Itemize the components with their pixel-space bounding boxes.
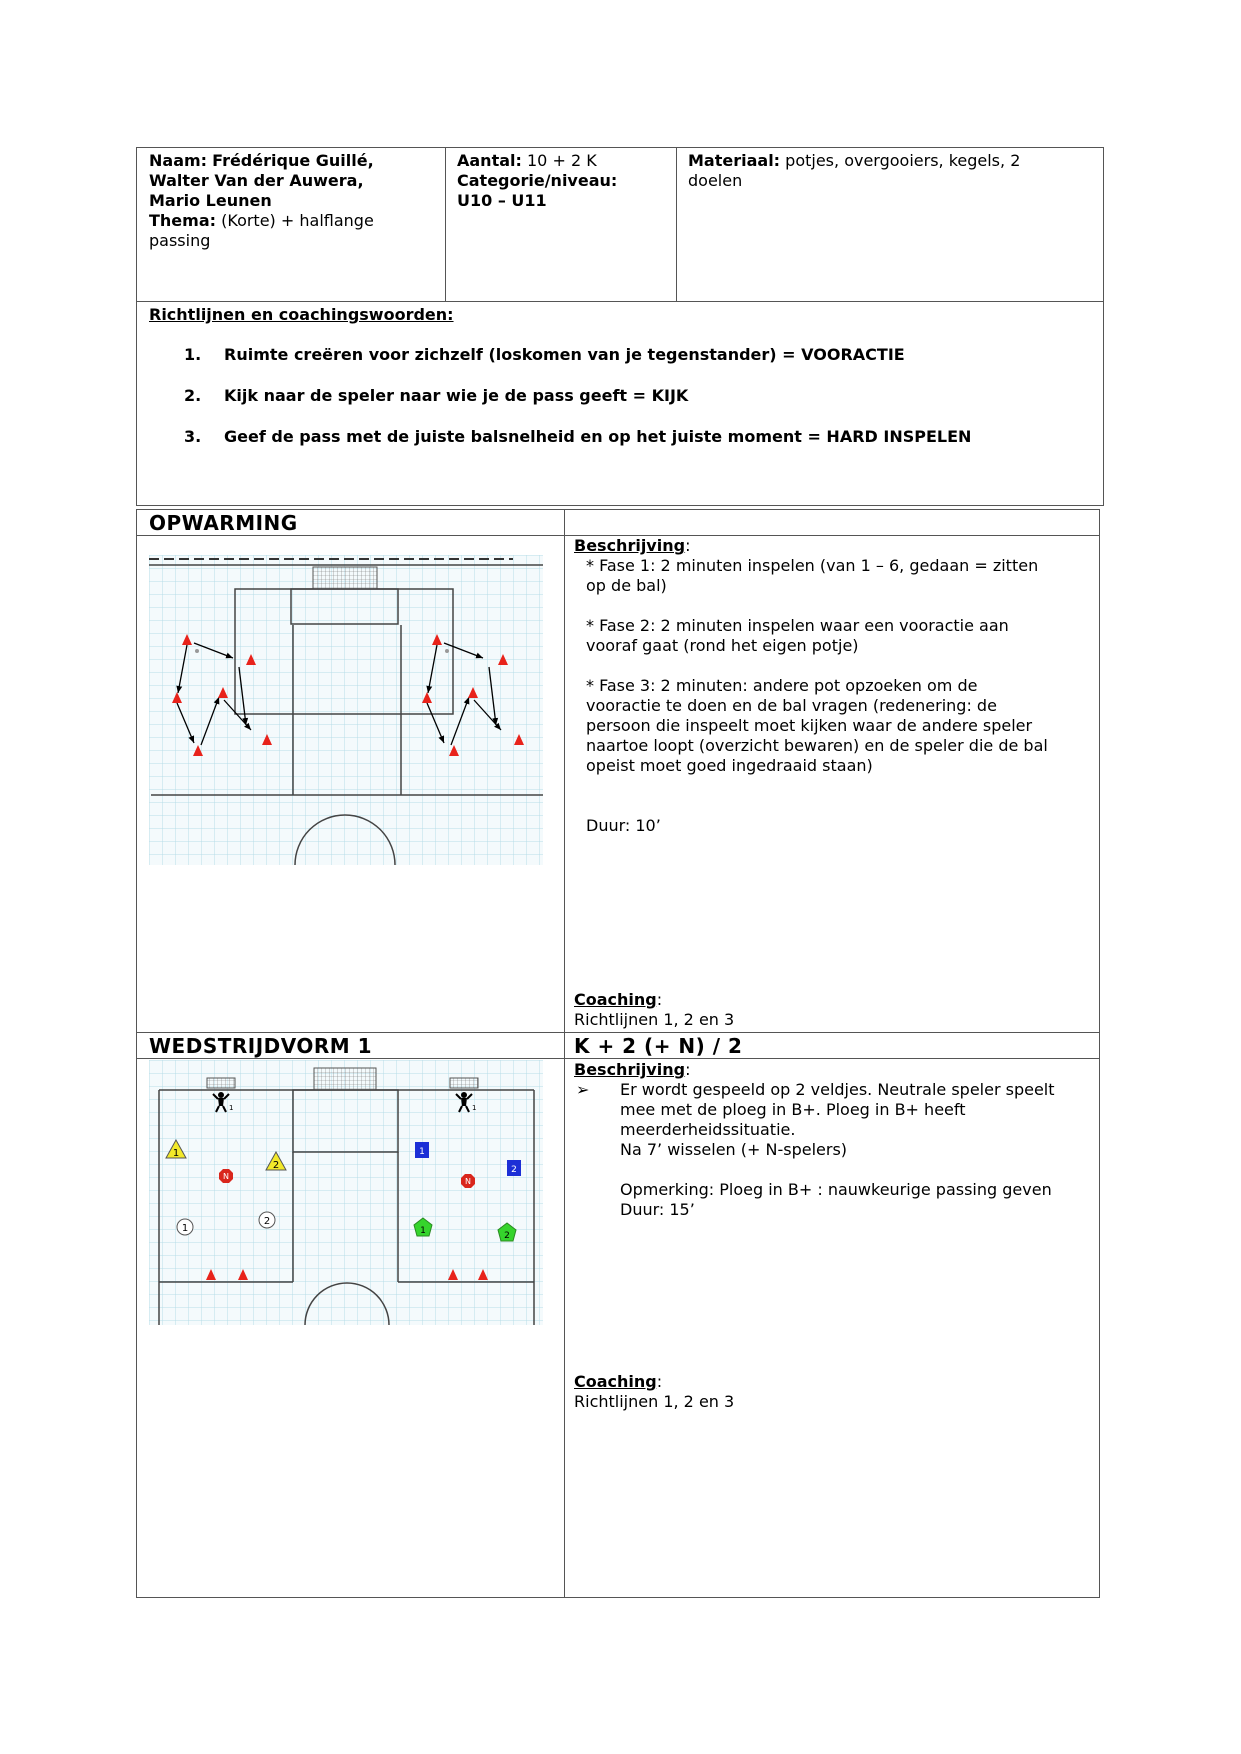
blue-square-player-icon bbox=[507, 1160, 521, 1176]
phase-2-line-1: * Fase 2: 2 minuten inspelen waar een vooractie aan bbox=[586, 616, 1009, 635]
divider bbox=[136, 301, 1104, 302]
bullet-line-2: mee met de ploeg in B+. Ploeg in B+ heeft bbox=[620, 1100, 966, 1119]
guideline-item bbox=[184, 345, 971, 365]
arrow-bullet-icon: ➢ bbox=[576, 1080, 590, 1099]
phase-3-line-4: naartoe loopt (overzicht bewaren) en de speler die de bal bbox=[586, 736, 1048, 755]
warmup-description: Beschrijving: * Fase 1: 2 minuten inspelen (van 1 – 6, gedaan = zitten op de bal) * Fase 2: 2 minuten inspelen waar een vooractie aan vooraf gaat (rond het eigen potje) * Fase 3: 2 minuten: andere pot opzoeken om de vooractie te doen en de bal vragen (redenering: de persoon die inspeelt moet kijken waar de andere speler naartoe loopt (overzicht bewaren) en de speler die de bal opeist moet goed ingedraaid staan) Duur: 10’ bbox=[574, 536, 1094, 836]
player-label: N bbox=[223, 1172, 229, 1181]
guideline-item bbox=[184, 386, 971, 406]
match-duration: Duur: 15’ bbox=[620, 1200, 695, 1219]
match-formation: K + 2 (+ N) / 2 bbox=[574, 1034, 743, 1058]
count-cell bbox=[457, 151, 672, 211]
phase-3-line-1: * Fase 3: 2 minuten: andere pot opzoeken om de bbox=[586, 676, 978, 695]
player-label: 1 bbox=[181, 1223, 189, 1234]
blue-square-player-icon bbox=[415, 1142, 429, 1158]
player-label: 1 bbox=[420, 1226, 426, 1236]
guideline-text: Geef de pass met de juiste balsnelheid en op het juiste moment = HARD INSPELEN bbox=[224, 427, 972, 446]
warmup-coaching-text: Richtlijnen 1, 2 en 3 bbox=[574, 1010, 735, 1029]
white-circle-player-icon bbox=[177, 1219, 193, 1235]
guideline-text: Kijk naar de speler naar wie je de pass geeft = KIJK bbox=[224, 386, 689, 405]
match-field-diagram bbox=[149, 1060, 543, 1325]
bullet-line-1: Er wordt gespeeld op 2 veldjes. Neutrale speler speelt bbox=[620, 1080, 1055, 1099]
phase-1-line-2: op de bal) bbox=[586, 576, 667, 595]
match-description: Beschrijving: ➢ Er wordt gespeeld op 2 veldjes. Neutrale speler speelt mee met de ploeg in B+. Ploeg in B+ heeft meerderheidssituatie. Na 7’ wisselen (+ N-spelers) Opmerking: Ploeg in B+ : nauwkeurige passing geven Duur: 15’ bbox=[574, 1060, 1094, 1220]
guidelines-title: Richtlijnen en coachingswoorden: bbox=[149, 305, 454, 324]
bullet-line-4: Na 7’ wisselen (+ N-spelers) bbox=[620, 1140, 848, 1159]
material-value-1: potjes, overgooiers, kegels, 2 bbox=[785, 151, 1021, 170]
match-coaching-text: Richtlijnen 1, 2 en 3 bbox=[574, 1392, 735, 1411]
warmup-coaching: Coaching: Richtlijnen 1, 2 en 3 bbox=[574, 990, 735, 1029]
player-label: N bbox=[465, 1177, 471, 1186]
match-title: WEDSTRIJDVORM 1 bbox=[149, 1034, 373, 1058]
player-label: 2 bbox=[263, 1216, 271, 1227]
divider bbox=[136, 1032, 1100, 1033]
warmup-desc-label: Beschrijving bbox=[574, 536, 686, 555]
mini-goal-icon bbox=[207, 1078, 235, 1088]
goalkeeper-label: 1 bbox=[229, 1104, 234, 1112]
count-value: 10 + 2 K bbox=[527, 151, 597, 170]
guidelines-list bbox=[184, 345, 971, 447]
phase-3-line-2: vooractie te doen en de bal vragen (redenering: de bbox=[586, 696, 997, 715]
ball-icon bbox=[195, 649, 199, 653]
goalkeeper-label: 1 bbox=[472, 1104, 477, 1112]
guideline-number: 3. bbox=[184, 427, 202, 446]
bullet-line-3: meerderheidssituatie. bbox=[620, 1120, 796, 1139]
name-line-3: Mario Leunen bbox=[149, 191, 272, 210]
theme-value-1: (Korte) + halflange bbox=[221, 211, 374, 230]
player-label: 2 bbox=[504, 1231, 510, 1241]
divider bbox=[564, 509, 565, 1598]
guideline-item bbox=[184, 427, 971, 447]
warmup-field-diagram bbox=[149, 555, 543, 865]
neutral-player-icon bbox=[219, 1169, 233, 1183]
phase-2-line-2: vooraf gaat (rond het eigen potje) bbox=[586, 636, 859, 655]
phase-1-line-1: * Fase 1: 2 minuten inspelen (van 1 – 6, gedaan = zitten bbox=[586, 556, 1039, 575]
count-label: Aantal: bbox=[457, 151, 522, 170]
material-label: Materiaal: bbox=[688, 151, 781, 170]
theme-label: Thema: bbox=[149, 211, 217, 230]
guideline-text: Ruimte creëren voor zichzelf (loskomen van je tegenstander) = VOORACTIE bbox=[224, 345, 905, 364]
player-label: 2 bbox=[272, 1160, 280, 1171]
match-coaching-label: Coaching bbox=[574, 1372, 657, 1391]
category-value: U10 – U11 bbox=[457, 191, 547, 210]
theme-value-2: passing bbox=[149, 231, 211, 250]
divider bbox=[676, 147, 677, 301]
match-desc-label: Beschrijving bbox=[574, 1060, 686, 1079]
divider bbox=[136, 1058, 1100, 1059]
player-label: 1 bbox=[419, 1147, 425, 1157]
material-cell bbox=[688, 151, 1098, 191]
guideline-number: 1. bbox=[184, 345, 202, 364]
category-label: Categorie/niveau: bbox=[457, 171, 618, 190]
match-remark: Opmerking: Ploeg in B+ : nauwkeurige passing geven bbox=[620, 1180, 1052, 1199]
material-value-2: doelen bbox=[688, 171, 743, 190]
name-label: Naam: bbox=[149, 151, 208, 170]
name-line-2: Walter Van der Auwera, bbox=[149, 171, 364, 190]
warmup-coaching-label: Coaching bbox=[574, 990, 657, 1009]
divider bbox=[445, 147, 446, 301]
name-line-1: Frédérique Guillé, bbox=[212, 151, 374, 170]
warmup-title: OPWARMING bbox=[149, 511, 298, 535]
neutral-player-icon bbox=[461, 1174, 475, 1188]
player-label: 1 bbox=[172, 1148, 180, 1159]
warmup-duration: Duur: 10’ bbox=[586, 816, 661, 835]
match-coaching: Coaching: Richtlijnen 1, 2 en 3 bbox=[574, 1372, 735, 1411]
player-label: 2 bbox=[511, 1165, 517, 1175]
phase-3-line-3: persoon die inspeelt moet kijken waar de andere speler bbox=[586, 716, 1033, 735]
author-cell bbox=[149, 151, 439, 251]
phase-3-line-5: opeist moet goed ingedraaid staan) bbox=[586, 756, 873, 775]
white-circle-player-icon bbox=[259, 1212, 275, 1228]
mini-goal-icon bbox=[450, 1078, 478, 1088]
guideline-number: 2. bbox=[184, 386, 202, 405]
ball-icon bbox=[445, 649, 449, 653]
